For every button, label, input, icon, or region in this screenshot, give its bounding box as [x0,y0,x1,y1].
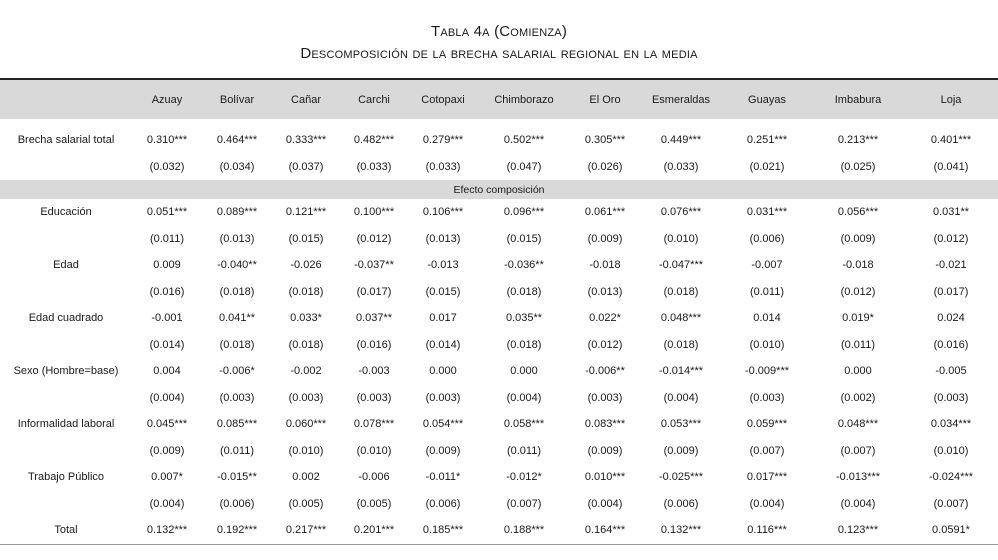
table-title [0,0,998,64]
table-cell: 0.051*** [146,206,188,219]
row-label [0,154,132,181]
table-cell: 0.188*** [478,517,570,544]
table-cell: (0.003) [587,391,623,404]
table-cell: 0.251*** [746,134,788,147]
table-cell: (0.026) [587,160,623,173]
table-cell: (0.010) [288,444,324,457]
table-cell: -0.037** [354,259,394,272]
table-cell: (0.014) [425,338,461,351]
table-cell: (0.004) [587,497,623,510]
row-label [0,279,132,306]
table-cell: (0.004) [149,391,185,404]
table-cell: -0.018 [842,259,874,272]
table-cell: -0.006 [358,471,390,484]
table-cell: (0.005) [356,497,392,510]
column-header: Carchi [340,79,408,119]
table-cell: 0.096*** [503,206,545,219]
table-cell: -0.012* [506,471,542,484]
table-cell: 0.048*** [660,312,702,325]
table-cell: (0.010) [663,232,699,245]
table-cell: (0.003) [933,391,969,404]
table-cell: (0.021) [749,160,785,173]
row-label: Sexo (Hombre=base) [13,365,119,378]
table-cell: 0.017*** [746,471,788,484]
table-row [0,199,998,226]
table-cell: 0.123*** [812,517,904,544]
table-cell: 0.279*** [422,134,464,147]
table-cell: (0.006) [219,497,255,510]
table-cell: -0.024*** [928,471,974,484]
table-cell: (0.017) [933,285,969,298]
table-cell: (0.009) [425,444,461,457]
row-label: Educación [40,206,92,219]
table-row [0,385,998,412]
table-cell: (0.032) [149,160,185,173]
table-cell: 0.192*** [202,517,272,544]
table-cell: -0.002 [290,365,322,378]
table-cell: 0.031*** [746,206,788,219]
table-cell: 0.121*** [285,206,327,219]
table-cell: (0.018) [663,338,699,351]
table-cell: (0.011) [840,338,876,351]
table-cell: (0.012) [356,232,392,245]
table-cell: 0.059*** [746,418,788,431]
table-cell: 0.310*** [146,134,188,147]
table-cell: -0.013*** [835,471,881,484]
table-row [0,491,998,518]
table-header-row [0,79,998,119]
table-title-line2: Descomposición de la brecha salarial regional en la media [300,45,698,62]
table-cell: -0.021 [935,259,967,272]
table-cell: 0.022* [589,312,621,325]
table-cell: (0.018) [219,285,255,298]
table-cell: 0.000 [510,365,538,378]
table-cell: (0.009) [587,232,623,245]
table-cell: 0.217*** [272,517,340,544]
table-cell: (0.014) [149,338,185,351]
table-row [0,358,998,385]
table-cell: 0.054*** [422,418,464,431]
table-cell: 0.083*** [584,418,626,431]
table-cell: 0.078*** [353,418,395,431]
column-header: Bolívar [202,79,272,119]
table-cell: 0.002 [292,471,320,484]
table-cell: (0.009) [663,444,699,457]
row-label [0,226,132,253]
table-cell: (0.033) [425,160,461,173]
table-cell: (0.003) [356,391,392,404]
decomposition-table [0,78,998,545]
table-cell: 0.132*** [132,517,202,544]
section-label: Efecto composición [0,180,998,199]
table-cell: -0.007 [751,259,783,272]
column-header: Chimborazo [478,79,570,119]
table-row [0,252,998,279]
table-cell: 0.482*** [353,134,395,147]
table-cell: (0.003) [425,391,461,404]
table-cell: -0.006* [219,365,255,378]
row-label: Total [0,517,132,544]
row-label [0,385,132,412]
table-cell: 0.053*** [660,418,702,431]
table-cell: (0.012) [840,285,876,298]
table-cell: 0.100*** [353,206,395,219]
table-cell: 0.089*** [216,206,258,219]
table-cell: 0.201*** [340,517,408,544]
table-cell: 0.041** [218,312,256,325]
table-cell: -0.036** [504,259,544,272]
row-label [0,491,132,518]
table-cell: (0.002) [840,391,876,404]
row-label [0,438,132,465]
table-cell: -0.006** [585,365,625,378]
table-cell: -0.001 [151,312,183,325]
table-cell: 0.009 [153,259,181,272]
table-cell: 0.164*** [570,517,640,544]
table-cell: (0.004) [749,497,785,510]
table-cell: (0.011) [149,232,185,245]
table-row [0,279,998,306]
table-cell: (0.015) [425,285,461,298]
row-label: Trabajo Público [27,471,105,484]
table-cell: (0.018) [663,285,699,298]
table-cell: (0.013) [219,232,255,245]
section-header-row [0,180,998,199]
table-cell: -0.011* [425,471,461,484]
table-cell: (0.041) [933,160,969,173]
table-cell: (0.037) [288,160,324,173]
column-header: Esmeraldas [640,79,722,119]
table-cell: 0.045*** [146,418,188,431]
table-cell: (0.010) [933,444,969,457]
table-cell: (0.016) [933,338,969,351]
table-cell: -0.003 [358,365,390,378]
table-cell: (0.004) [840,497,876,510]
table-cell: (0.018) [506,285,542,298]
table-cell: (0.025) [840,160,876,173]
table-cell: (0.009) [149,444,185,457]
table-cell: (0.047) [506,160,542,173]
table-cell: -0.015** [217,471,257,484]
table-cell: 0.449*** [660,134,702,147]
table-body [0,119,998,544]
table-cell: 0.106*** [422,206,464,219]
table-cell: -0.014*** [658,365,704,378]
table-cell: 0.033* [290,312,322,325]
table-row [0,517,998,544]
table-cell: (0.003) [219,391,255,404]
table-cell: (0.016) [356,338,392,351]
table-cell: 0.004 [153,365,181,378]
table-cell: (0.007) [933,497,969,510]
table-cell: -0.013 [427,259,459,272]
table-cell: (0.007) [506,497,542,510]
table-cell: 0.076*** [660,206,702,219]
table-cell: (0.011) [506,444,542,457]
table-cell: 0.085*** [216,418,258,431]
table-cell: -0.047*** [658,259,704,272]
column-header: Imbabura [812,79,904,119]
table-cell: 0.000 [429,365,457,378]
table-cell: 0.019* [842,312,874,325]
table-cell: 0.014 [753,312,781,325]
table-row [0,411,998,438]
table-cell: (0.004) [663,391,699,404]
column-header: Guayas [722,79,812,119]
table-cell: (0.003) [288,391,324,404]
table-cell: (0.009) [840,232,876,245]
table-row [0,154,998,181]
row-label [0,332,132,359]
table-row [0,438,998,465]
table-cell: (0.015) [506,232,542,245]
column-header: El Oro [570,79,640,119]
column-header: Azuay [132,79,202,119]
table-cell: (0.003) [749,391,785,404]
table-cell: (0.033) [356,160,392,173]
table-cell: 0.024 [937,312,965,325]
table-title-line1: Tabla 4a (Comienza) [430,23,568,40]
table-cell: 0.017 [429,312,457,325]
table-cell: (0.007) [749,444,785,457]
row-label: Brecha salarial total [17,134,115,147]
table-cell: (0.012) [587,338,623,351]
table-cell: -0.040** [217,259,257,272]
table-cell: 0.061*** [584,206,626,219]
table-row [0,305,998,332]
table-cell: -0.025*** [658,471,704,484]
table-cell: 0.132*** [640,517,722,544]
row-label: Edad [53,259,79,272]
column-header: Cotopaxi [408,79,478,119]
table-cell: 0.116*** [722,517,812,544]
table-cell: (0.011) [219,444,255,457]
table-cell: (0.017) [356,285,392,298]
table-cell: (0.013) [425,232,461,245]
table-cell: (0.018) [288,338,324,351]
table-cell: 0.037** [355,312,393,325]
table-cell: 0.010*** [584,471,626,484]
table-cell: (0.006) [425,497,461,510]
table-cell: (0.016) [149,285,185,298]
table-cell: 0.185*** [408,517,478,544]
row-label: Informalidad laboral [17,418,115,431]
table-cell: (0.004) [506,391,542,404]
table-cell: 0.502*** [503,134,545,147]
table-cell: 0.401*** [930,134,972,147]
table-row [0,464,998,491]
table-row [0,119,998,154]
table-cell: -0.005 [935,365,967,378]
table-cell: (0.006) [663,497,699,510]
table-cell: (0.005) [288,497,324,510]
table-cell: 0.305*** [584,134,626,147]
table-cell: 0.213*** [837,134,879,147]
table-cell: 0.048*** [837,418,879,431]
table-cell: (0.009) [587,444,623,457]
table-cell: 0.333*** [285,134,327,147]
table-cell: (0.034) [219,160,255,173]
table-cell: (0.007) [840,444,876,457]
table-cell: (0.006) [749,232,785,245]
table-cell: -0.009*** [744,365,790,378]
table-cell: -0.018 [589,259,621,272]
table-cell: (0.010) [749,338,785,351]
table-cell: 0.0591* [904,517,998,544]
table-cell: 0.056*** [837,206,879,219]
table-cell: 0.464*** [216,134,258,147]
column-header: Loja [904,79,998,119]
table-row [0,226,998,253]
table-cell: 0.060*** [285,418,327,431]
row-label: Edad cuadrado [28,312,104,325]
table-cell: (0.010) [356,444,392,457]
column-header: Cañar [272,79,340,119]
table-cell: 0.031** [932,206,970,219]
table-cell: 0.058*** [503,418,545,431]
table-cell: (0.013) [587,285,623,298]
table-cell: 0.034*** [930,418,972,431]
header-label-column [0,79,132,119]
table-cell: 0.000 [844,365,872,378]
table-cell: 0.035** [505,312,543,325]
table-cell: (0.018) [506,338,542,351]
table-cell: (0.018) [219,338,255,351]
table-cell: (0.011) [749,285,785,298]
table-row [0,332,998,359]
table-cell: -0.026 [290,259,322,272]
table-cell: (0.015) [288,232,324,245]
table-cell: (0.012) [933,232,969,245]
table-cell: 0.007* [151,471,183,484]
table-cell: (0.018) [288,285,324,298]
table-cell: (0.033) [663,160,699,173]
table-cell: (0.004) [149,497,185,510]
